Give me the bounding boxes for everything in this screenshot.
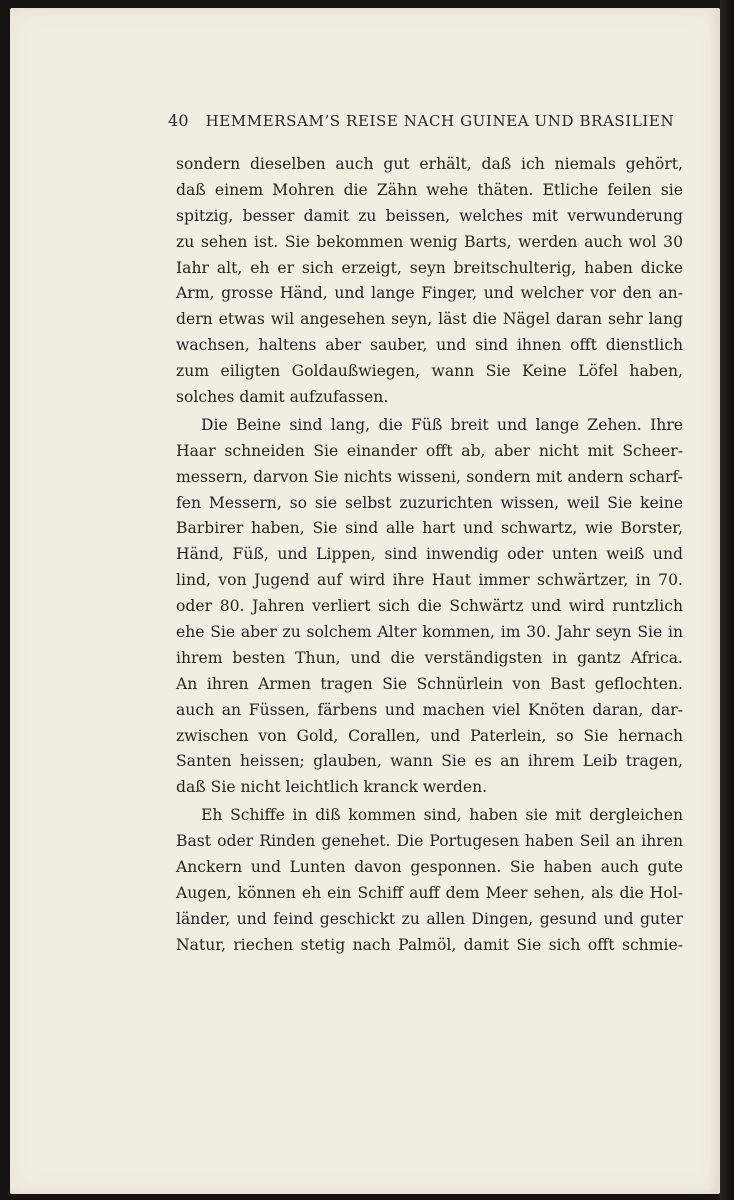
text-line: fen Messern, so sie selbst zuzurichten wissen, weil Sie keine [176,493,683,512]
text-line: zwischen von Gold, Corallen, und Paterlein, so Sie hernach [176,726,683,745]
text-line: Iahr alt, eh er sich erzeigt, seyn breitschulterig, haben dicke [176,258,683,277]
text-line: länder, und feind geschickt zu allen Dingen, gesund und guter [176,909,683,928]
text-line: daß Sie nicht leichtlich kranck werden. [176,778,488,797]
text-line: ihrem besten Thun, und die verständigsten in gantz Africa. [176,648,683,667]
body-text [176,152,683,959]
page-number: 40 [168,111,189,130]
text-line: solches damit aufzufassen. [176,388,389,407]
text-line: messern, darvon Sie nichts wisseni, sondern mit andern scharf- [176,467,683,486]
text-line: daß einem Mohren die Zähn wehe thäten. Etliche feilen sie [176,180,683,199]
text-line: An ihren Armen tragen Sie Schnürlein von Bast geflochten. [176,674,683,693]
text-line: Santen heissen; glauben, wann Sie es an ihrem Leib tragen, [176,752,683,771]
text-line: wachsen, haltens aber sauber, und sind ihnen offt dienstlich [176,336,683,355]
text-line: Eh Schiffe in diß kommen sind, haben sie mit dergleichen [201,806,683,825]
text-line: Arm, grosse Händ, und lange Finger, und welcher vor den an- [176,284,683,303]
text-line: auch an Füssen, färbens und machen viel Knöten daran, dar- [176,700,683,719]
page-gutter-edge [720,0,734,1200]
text-line: lind, von Jugend auf wird ihre Haut immer schwärtzer, in 70. [176,571,683,590]
text-line: ehe Sie aber zu solchem Alter kommen, im 30. Jahr seyn Sie in [176,623,683,642]
text-line: Anckern und Lunten davon gesponnen. Sie haben auch gute [176,858,683,877]
text-line: Die Beine sind lang, die Füß breit und lange Zehen. Ihre [201,415,683,434]
text-line: dern etwas wil angesehen seyn, läst die Nägel daran sehr lang [176,310,683,329]
text-line: zum eiligten Goldaußwiegen, wann Sie Keine Löfel haben, [176,362,683,381]
text-line: Barbirer haben, Sie sind alle hart und schwartz, wie Borster, [176,519,683,538]
text-line: spitzig, besser damit zu beissen, welches mit verwunderung [176,206,683,225]
text-line: Händ, Füß, und Lippen, sind inwendig oder unten weiß und [176,545,683,564]
text-line: zu sehen ist. Sie bekommen wenig Barts, werden auch wol 30 [176,232,683,251]
text-line: sondern dieselben auch gut erhält, daß ich niemals gehört, [176,155,683,173]
running-header [168,111,688,130]
paragraph [176,803,683,958]
paragraph [176,152,683,411]
text-line: Natur, riechen stetig nach Palmöl, damit Sie sich offt schmie- [176,935,683,954]
running-title: HEMMERSAM’S REISE NACH GUINEA UND BRASILIEN [205,112,675,130]
text-line: Bast oder Rinden genehet. Die Portugesen haben Seil an ihren [176,832,683,851]
text-line: Haar schneiden Sie einander offt ab, aber nicht mit Scheer- [176,441,683,460]
text-line: oder 80. Jahren verliert sich die Schwärtz und wird runtzlich [176,597,683,616]
text-line: Augen, können eh ein Schiff auff dem Meer sehen, als die Hol- [176,883,683,902]
paragraph [176,413,683,801]
